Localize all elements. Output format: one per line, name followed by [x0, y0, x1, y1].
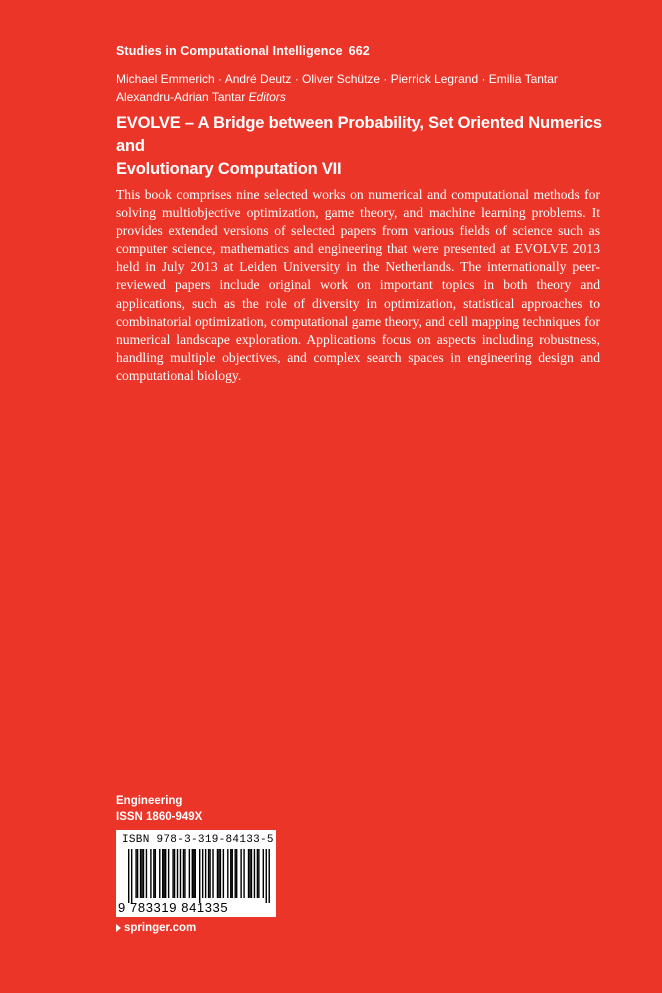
book-title	[116, 112, 626, 181]
editors-line-1: Michael Emmerich · André Deutz · Oliver Schütze · Pierrick Legrand · Emilia Tantar	[116, 72, 558, 86]
editors-line-2	[116, 88, 616, 106]
website-url: springer.com	[124, 922, 197, 934]
series-volume: 662	[348, 44, 370, 58]
series-line	[116, 44, 370, 58]
isbn-barcode	[116, 830, 276, 917]
ean-digits: 9 783319 841335	[118, 900, 229, 915]
barcode-bars-icon	[128, 849, 270, 903]
editors-role: Editors	[248, 90, 286, 104]
isbn-text: ISBN 978-3-319-84133-5	[122, 834, 274, 846]
book-title-line-1: EVOLVE – A Bridge between Probability, Set Oriented Numerics and	[116, 114, 602, 155]
editor-name-last: Alexandru-Adrian Tantar	[116, 90, 246, 104]
subject-block	[116, 793, 202, 825]
subject-category: Engineering	[116, 795, 183, 807]
book-description: This book comprises nine selected works on numerical and computational methods for solving multiobjective optimization, game theory, and machine learning problems. It provides extended versions of selected papers from various fields of science such as computer science, mathematics and engineering that were presented at EVOLVE 2013 held in July 2013 at Leiden University in the Netherlands. The internationally peer-reviewed papers include original work on important topics in both theory and applications, such as the role of diversity in optimization, statistical approaches to combinatorial optimization, computational game theory, and cell mapping techniques for numerical landscape exploration. Applications focus on aspects including robustness, handling multiple objectives, and complex search spaces in engineering design and computational biology.	[116, 187, 600, 383]
website-link[interactable]	[116, 922, 196, 934]
editors-block	[116, 70, 616, 106]
series-name: Studies in Computational Intelligence	[116, 44, 343, 58]
book-title-line-2: Evolutionary Computation VII	[116, 160, 342, 178]
arrow-right-icon	[116, 924, 121, 932]
issn-number: ISSN 1860-949X	[116, 811, 203, 823]
